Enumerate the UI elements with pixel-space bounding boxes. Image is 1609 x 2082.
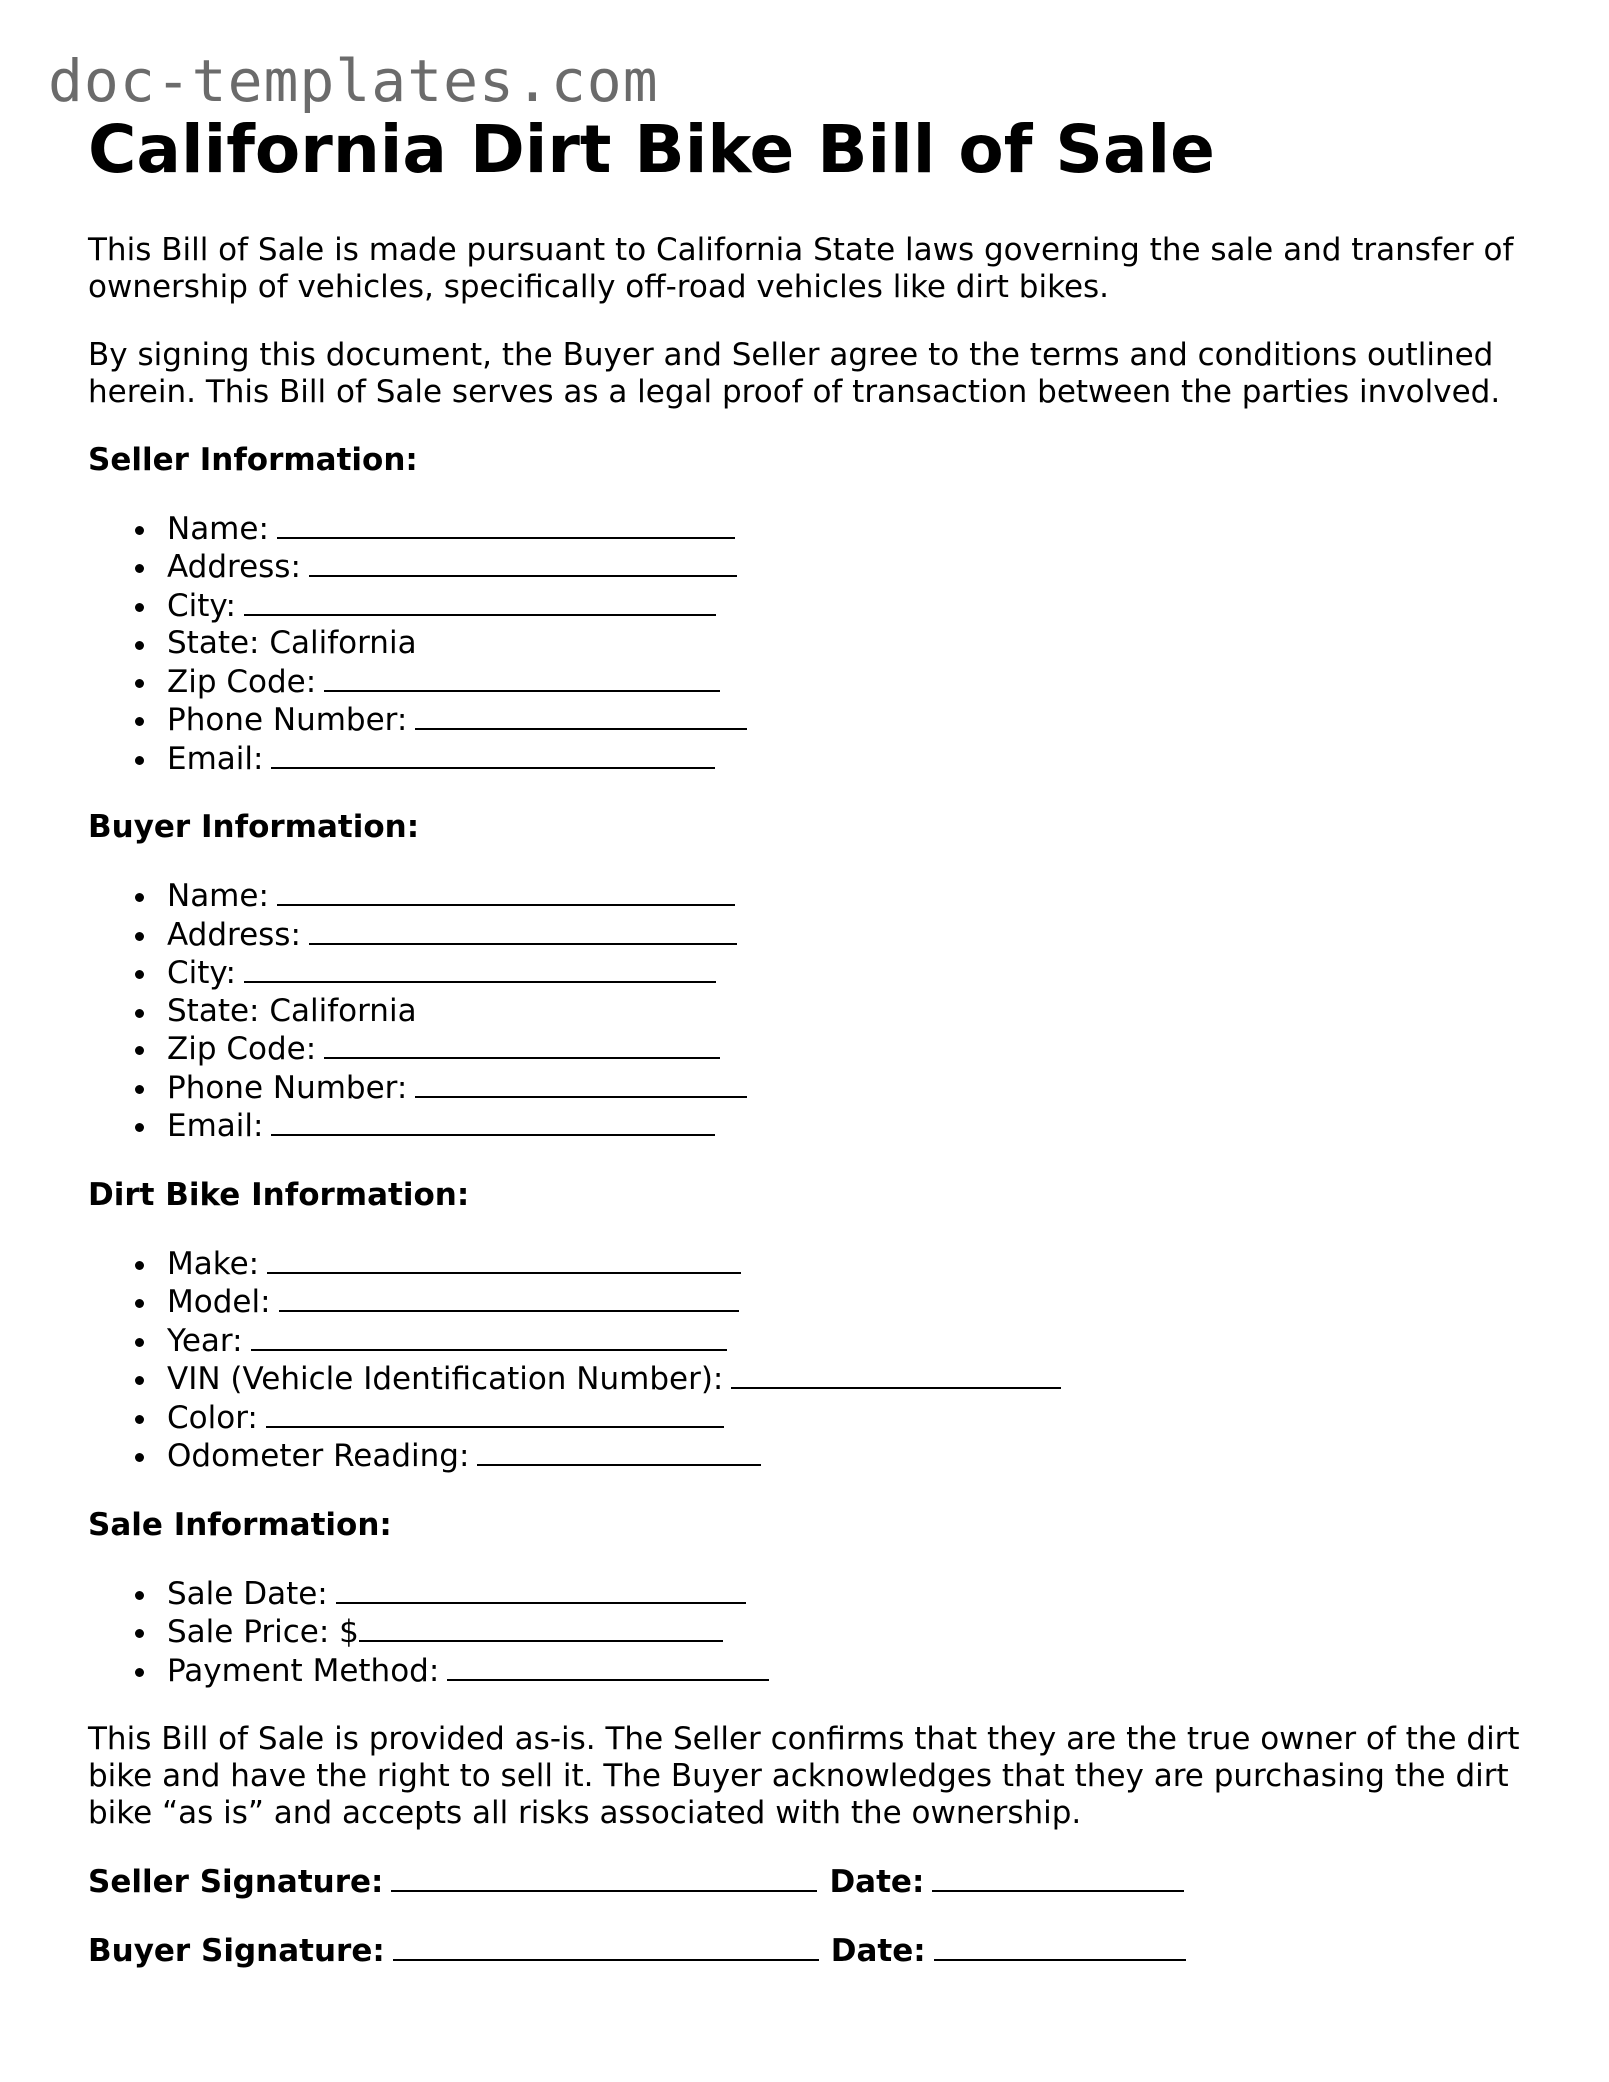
seller-signature-label: Seller Signature: [88, 1864, 384, 1901]
list-item [167, 587, 1528, 626]
buyer-date-blank[interactable] [934, 1932, 1186, 1961]
buyer-fields [88, 877, 1528, 1146]
buyer-name-blank[interactable] [277, 877, 735, 906]
list-item [167, 877, 1528, 916]
list-item [167, 1245, 1528, 1284]
buyer-phone-label: Phone Number: [167, 1069, 408, 1106]
buyer-city-blank[interactable] [244, 954, 716, 983]
bike-fields [88, 1245, 1528, 1476]
seller-zip-blank[interactable] [324, 663, 720, 692]
bike-vin-blank[interactable] [731, 1360, 1061, 1389]
buyer-zip-blank[interactable] [324, 1030, 720, 1059]
list-item [167, 1360, 1528, 1399]
seller-address-label: Address: [167, 549, 301, 586]
list-item [167, 1613, 1528, 1652]
sale-price-label: Sale Price: $ [167, 1614, 359, 1651]
seller-city-blank[interactable] [244, 587, 716, 616]
buyer-signature-row [88, 1932, 1528, 1970]
bike-year-blank[interactable] [251, 1322, 727, 1351]
seller-state-value: State: California [167, 625, 417, 662]
closing-paragraph: This Bill of Sale is provided as-is. The Seller confirms that they are the true owner of the dirt bike and have the right to sell it. The Buyer acknowledges that they are purchasing the dirt bike “as is” and accepts all risks associated with the ownership. [88, 1721, 1520, 1832]
buyer-signature-blank[interactable] [393, 1932, 819, 1961]
buyer-state-value: State: California [167, 992, 417, 1029]
seller-signature-blank[interactable] [391, 1863, 817, 1892]
buyer-city-label: City: [167, 955, 236, 992]
sale-price-blank[interactable] [359, 1613, 723, 1642]
list-item [167, 993, 1528, 1031]
list-item [167, 1575, 1528, 1614]
document-title: California Dirt Bike Bill of Sale [88, 111, 1215, 188]
list-item [167, 916, 1528, 955]
list-item [167, 1030, 1528, 1069]
list-item [167, 1283, 1528, 1322]
list-item [167, 1069, 1528, 1108]
buyer-address-blank[interactable] [309, 916, 737, 945]
buyer-address-label: Address: [167, 916, 301, 953]
bike-section-heading: Dirt Bike Information: [88, 1176, 470, 1213]
sale-date-blank[interactable] [336, 1575, 746, 1604]
seller-date-label: Date: [829, 1864, 925, 1901]
seller-zip-label: Zip Code: [167, 663, 317, 700]
document-page [88, 112, 1528, 2001]
bike-year-label: Year: [167, 1322, 243, 1359]
buyer-section-heading: Buyer Information: [88, 809, 420, 846]
list-item [167, 1437, 1528, 1476]
list-item [167, 701, 1528, 740]
list-item [167, 1322, 1528, 1361]
buyer-signature-label: Buyer Signature: [88, 1933, 385, 1970]
buyer-email-blank[interactable] [271, 1107, 715, 1136]
list-item [167, 1107, 1528, 1146]
payment-method-label: Payment Method: [167, 1652, 440, 1689]
sale-fields [88, 1575, 1528, 1691]
bike-odometer-blank[interactable] [477, 1437, 761, 1466]
seller-section-heading: Seller Information: [88, 441, 418, 478]
seller-date-blank[interactable] [932, 1863, 1184, 1892]
list-item [167, 954, 1528, 993]
list-item [167, 548, 1528, 587]
seller-email-label: Email: [167, 740, 264, 777]
buyer-name-label: Name: [167, 878, 269, 915]
seller-address-blank[interactable] [309, 548, 737, 577]
buyer-email-label: Email: [167, 1108, 264, 1145]
bike-make-label: Make: [167, 1245, 260, 1282]
seller-fields [88, 510, 1528, 779]
seller-email-blank[interactable] [271, 740, 715, 769]
buyer-date-label: Date: [830, 1933, 926, 1970]
intro-paragraph-2: By signing this document, the Buyer and Seller agree to the terms and conditions outlined herein. This Bill of Sale serves as a legal proof of transaction between the parties involved. [88, 336, 1501, 410]
buyer-phone-blank[interactable] [415, 1069, 747, 1098]
seller-name-blank[interactable] [277, 510, 735, 539]
seller-phone-label: Phone Number: [167, 702, 408, 739]
bike-color-label: Color: [167, 1399, 258, 1436]
bike-odometer-label: Odometer Reading: [167, 1438, 470, 1475]
list-item [167, 1399, 1528, 1438]
intro-paragraph-1: This Bill of Sale is made pursuant to California State laws governing the sale and transfer of ownership of vehicles, specifically off-road vehicles like dirt bikes. [88, 231, 1514, 305]
watermark: doc-templates.com [48, 47, 659, 115]
list-item [167, 663, 1528, 702]
sale-date-label: Sale Date: [167, 1575, 328, 1612]
bike-make-blank[interactable] [267, 1245, 741, 1274]
list-item [167, 740, 1528, 779]
buyer-zip-label: Zip Code: [167, 1031, 317, 1068]
payment-method-blank[interactable] [447, 1652, 769, 1681]
seller-signature-row [88, 1863, 1528, 1901]
bike-model-blank[interactable] [279, 1283, 739, 1312]
seller-name-label: Name: [167, 510, 269, 547]
seller-phone-blank[interactable] [415, 701, 747, 730]
bike-vin-label: VIN (Vehicle Identification Number): [167, 1361, 724, 1398]
bike-model-label: Model: [167, 1284, 271, 1321]
list-item [167, 1652, 1528, 1691]
list-item [167, 510, 1528, 549]
seller-city-label: City: [167, 587, 236, 624]
sale-section-heading: Sale Information: [88, 1506, 392, 1543]
bike-color-blank[interactable] [266, 1399, 724, 1428]
list-item [167, 625, 1528, 663]
